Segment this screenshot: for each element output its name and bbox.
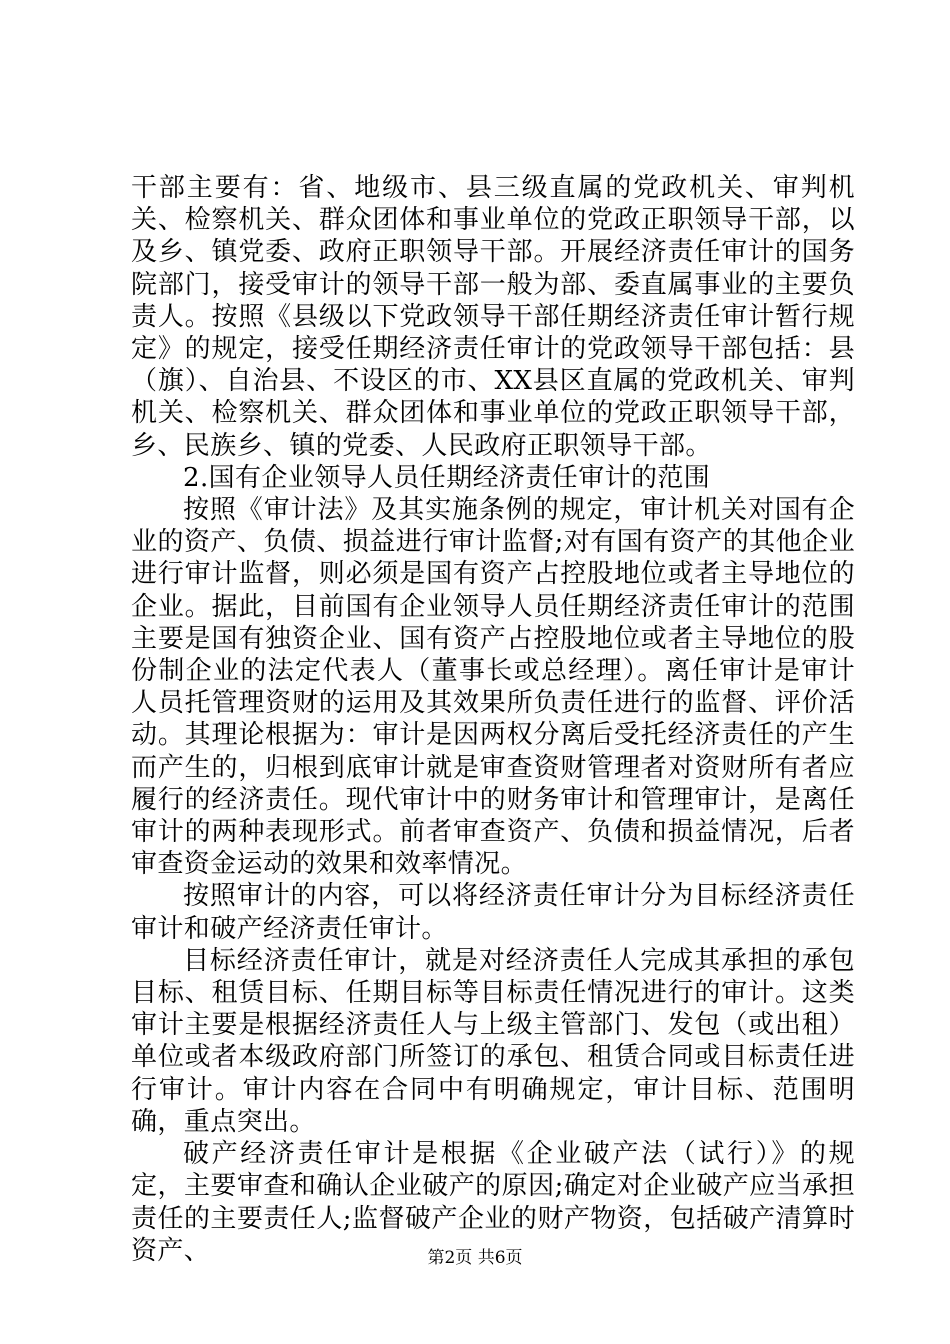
- paragraph-4: 按照审计的内容，可以将经济责任审计分为目标经济责任审计和破产经济责任审计。: [131, 881, 855, 944]
- section-heading: 2.国有企业领导人员任期经济责任审计的范围: [183, 462, 711, 493]
- paragraph-1: 干部主要有：省、地级市、县三级直属的党政机关、审判机关、检察机关、群众团体和事业单位的党政正职领导干部，以及乡、镇党委、政府正职领导干部。开展经济责任审计的国务院部门，接受审计的领导干部一般为部、委直属事业的主要负责人。按照《县级以下党政领导干部任期经济责任审计暂行规定》的规定，接受任期经济责任审计的党政领导干部包括：县（旗）、自治县、不设区的市、XX县区直属的党政机关、审判机关、检察机关、群众团体和事业单位的党政正职领导干部，乡、民族乡、镇的党委、人民政府正职领导干部。: [131, 173, 855, 461]
- paragraph-5: 目标经济责任审计，就是对经济责任人完成其承担的承包目标、租赁目标、任期目标等目标责任情况进行的审计。这类审计主要是根据经济责任人与上级主管部门、发包（或出租）单位或者本级政府部门所签订的承包、租赁合同或目标责任进行审计。审计内容在合同中有明确规定，审计目标、范围明确，重点突出。: [131, 945, 855, 1137]
- paragraph-3: 按照《审计法》及其实施条例的规定，审计机关对国有企业的资产、负债、损益进行审计监督;对有国有资产的其他企业进行审计监督，则必须是国有资产占控股地位或者主导地位的企业。据此，目前国有企业领导人员任期经济责任审计的范围主要是国有独资企业、国有资产占控股地位或者主导地位的股份制企业的法定代表人（董事长或总经理）。离任审计是审计人员托管理资财的运用及其效果所负责任进行的监督、评价活动。其理论根据为：审计是因两权分离后受托经济责任的产生而产生的，归根到底审计就是审查资财管理者对资财所有者应履行的经济责任。现代审计中的财务审计和管理审计，是离任审计的两种表现形式。前者审查资产、负债和损益情况，后者审查资金运动的效果和效率情况。: [131, 495, 855, 880]
- page-footer: 第2页 共6页: [427, 1248, 523, 1268]
- paragraph-6: 破产经济责任审计是根据《企业破产法（试行）》的规定，主要审查和确认企业破产的原因;确定对企业破产应当承担责任的主要责任人;监督破产企业的财产物资，包括破产清算时资产、: [131, 1139, 855, 1266]
- body-text: [131, 172, 855, 1267]
